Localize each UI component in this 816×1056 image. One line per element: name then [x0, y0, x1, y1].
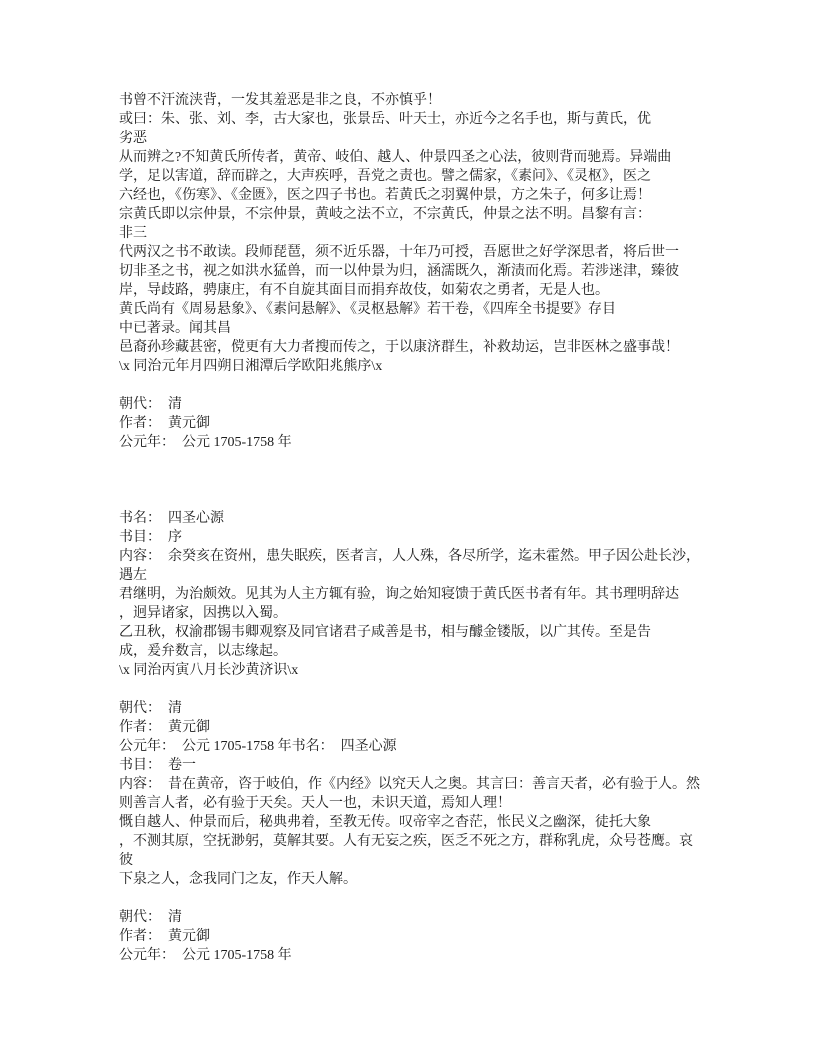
content-line: ，迥异诸家，因携以入蜀。	[119, 606, 287, 621]
preface-line: 代两汉之书不敢读。段师琵琶，须不近乐器，十年乃可授，吾愿世之好学深思者，将后世一	[119, 245, 679, 260]
signature-line: \x 同治丙寅八月长沙黄济识\x	[119, 663, 299, 678]
dynasty-line: 朝代： 清	[119, 910, 182, 925]
preface-line: 或曰：朱、张、刘、李，古大家也，张景岳、叶天士，亦近今之名手也，斯与黄氏，优	[119, 112, 651, 127]
preface-line: 宗黄氏即以宗仲景，不宗仲景，黄岐之法不立，不宗黄氏，仲景之法不明。昌黎有言：	[119, 207, 651, 222]
dynasty-line: 朝代： 清	[119, 701, 182, 716]
metadata-section-1	[119, 395, 766, 452]
preface-line: 书曾不汗流浃背，一发其羞恶是非之良，不亦慎乎！	[119, 93, 441, 108]
content-line: 慨自越人、仲景而后，秘典弗着，至教无传。叹帝宰之杳茫，怅民义之幽深，徒托大象	[119, 815, 651, 830]
content-line: ，不测其原，空抚渺躬，莫解其要。人有无妄之疾，医乏不死之方，群称乳虎，众号苍鹰。哀	[119, 834, 693, 849]
preface-line: 学，足以害道，辞而辟之，大声疾呼，吾党之责也。譬之儒家，《素问》、《灵枢》，医之	[119, 169, 651, 184]
book-section-line: 书目： 卷一	[119, 758, 196, 773]
author-line: 作者： 黄元御	[119, 720, 210, 735]
preface-line: 黄氏尚有《周易悬象》、《素问悬解》、《灵枢悬解》若干卷，《四库全书提要》存目	[119, 302, 616, 317]
preface-line: 非三	[119, 226, 147, 241]
author-line: 作者： 黄元御	[119, 416, 210, 431]
preface-section	[119, 91, 766, 376]
preface-line: 切非圣之书，视之如洪水猛兽，而一以仲景为归，涵濡既久，渐渍而化焉。若涉迷津，臻彼	[119, 264, 679, 279]
preface-line: 劣恶	[119, 131, 147, 146]
content-line: 内容： 昔在黄帝，咨于岐伯，作《内经》以究天人之奥。其言曰：善言天者，必有验于人。然	[119, 777, 700, 792]
content-line: 内容： 余癸亥在资州，患失眠疾，医者言，人人殊，各尽所学，迄未霍然。甲子因公赴长沙，	[119, 549, 700, 564]
dynasty-line: 朝代： 清	[119, 397, 182, 412]
juan-1-section	[119, 699, 766, 889]
content-line: 成，爰弁数言，以志缘起。	[119, 644, 287, 659]
content-line: 下泉之人，念我同门之友，作天人解。	[119, 872, 357, 887]
preface-line: 六经也，《伤寒》、《金匮》，医之四子书也。若黄氏之羽翼仲景，方之朱子，何多让焉！	[119, 188, 651, 203]
book-section-line: 书目： 序	[119, 530, 182, 545]
era-year-line: 公元年： 公元 1705-1758 年	[119, 948, 292, 963]
preface-signature-line: \x 同治元年月四朔日湘潭后学欧阳兆熊序\x	[119, 359, 383, 374]
preface-line: 邑裔孙珍藏甚密，傥更有大力者搜而传之，于以康济群生，补救劫运，岂非医林之盛事哉！	[119, 340, 679, 355]
content-line: 乙丑秋，权渝郡锡韦卿观察及同官诸君子咸善是书，相与醵金镂版，以广其传。至是告	[119, 625, 651, 640]
content-line: 彼	[119, 853, 133, 868]
era-year-line: 公元年： 公元 1705-1758 年	[119, 435, 292, 450]
metadata-section-2	[119, 908, 766, 965]
xu-section	[119, 509, 766, 680]
preface-line: 中已著录。闻其昌	[119, 321, 231, 336]
content-line: 则善言人者，必有验于天矣。天人一也，未识天道，焉知人理！	[119, 796, 511, 811]
content-line: 遇左	[119, 568, 147, 583]
era-year-book-name-line: 公元年： 公元 1705-1758 年书名： 四圣心源	[119, 739, 397, 754]
book-name-line: 书名： 四圣心源	[119, 511, 224, 526]
content-line: 君继明，为治颇效。见其为人主方辄有验，询之始知寝馈于黄氏医书者有年。其书理明辞达	[119, 587, 679, 602]
author-line: 作者： 黄元御	[119, 929, 210, 944]
preface-line: 岸，导歧路，骋康庄，有不自旋其面目而捐弃故伎，如菊农之勇者，无是人也。	[119, 283, 609, 298]
preface-line: 从而辨之?不知黄氏所传者，黄帝、岐伯、越人、仲景四圣之心法，彼则背而驰焉。异端曲	[119, 150, 672, 165]
